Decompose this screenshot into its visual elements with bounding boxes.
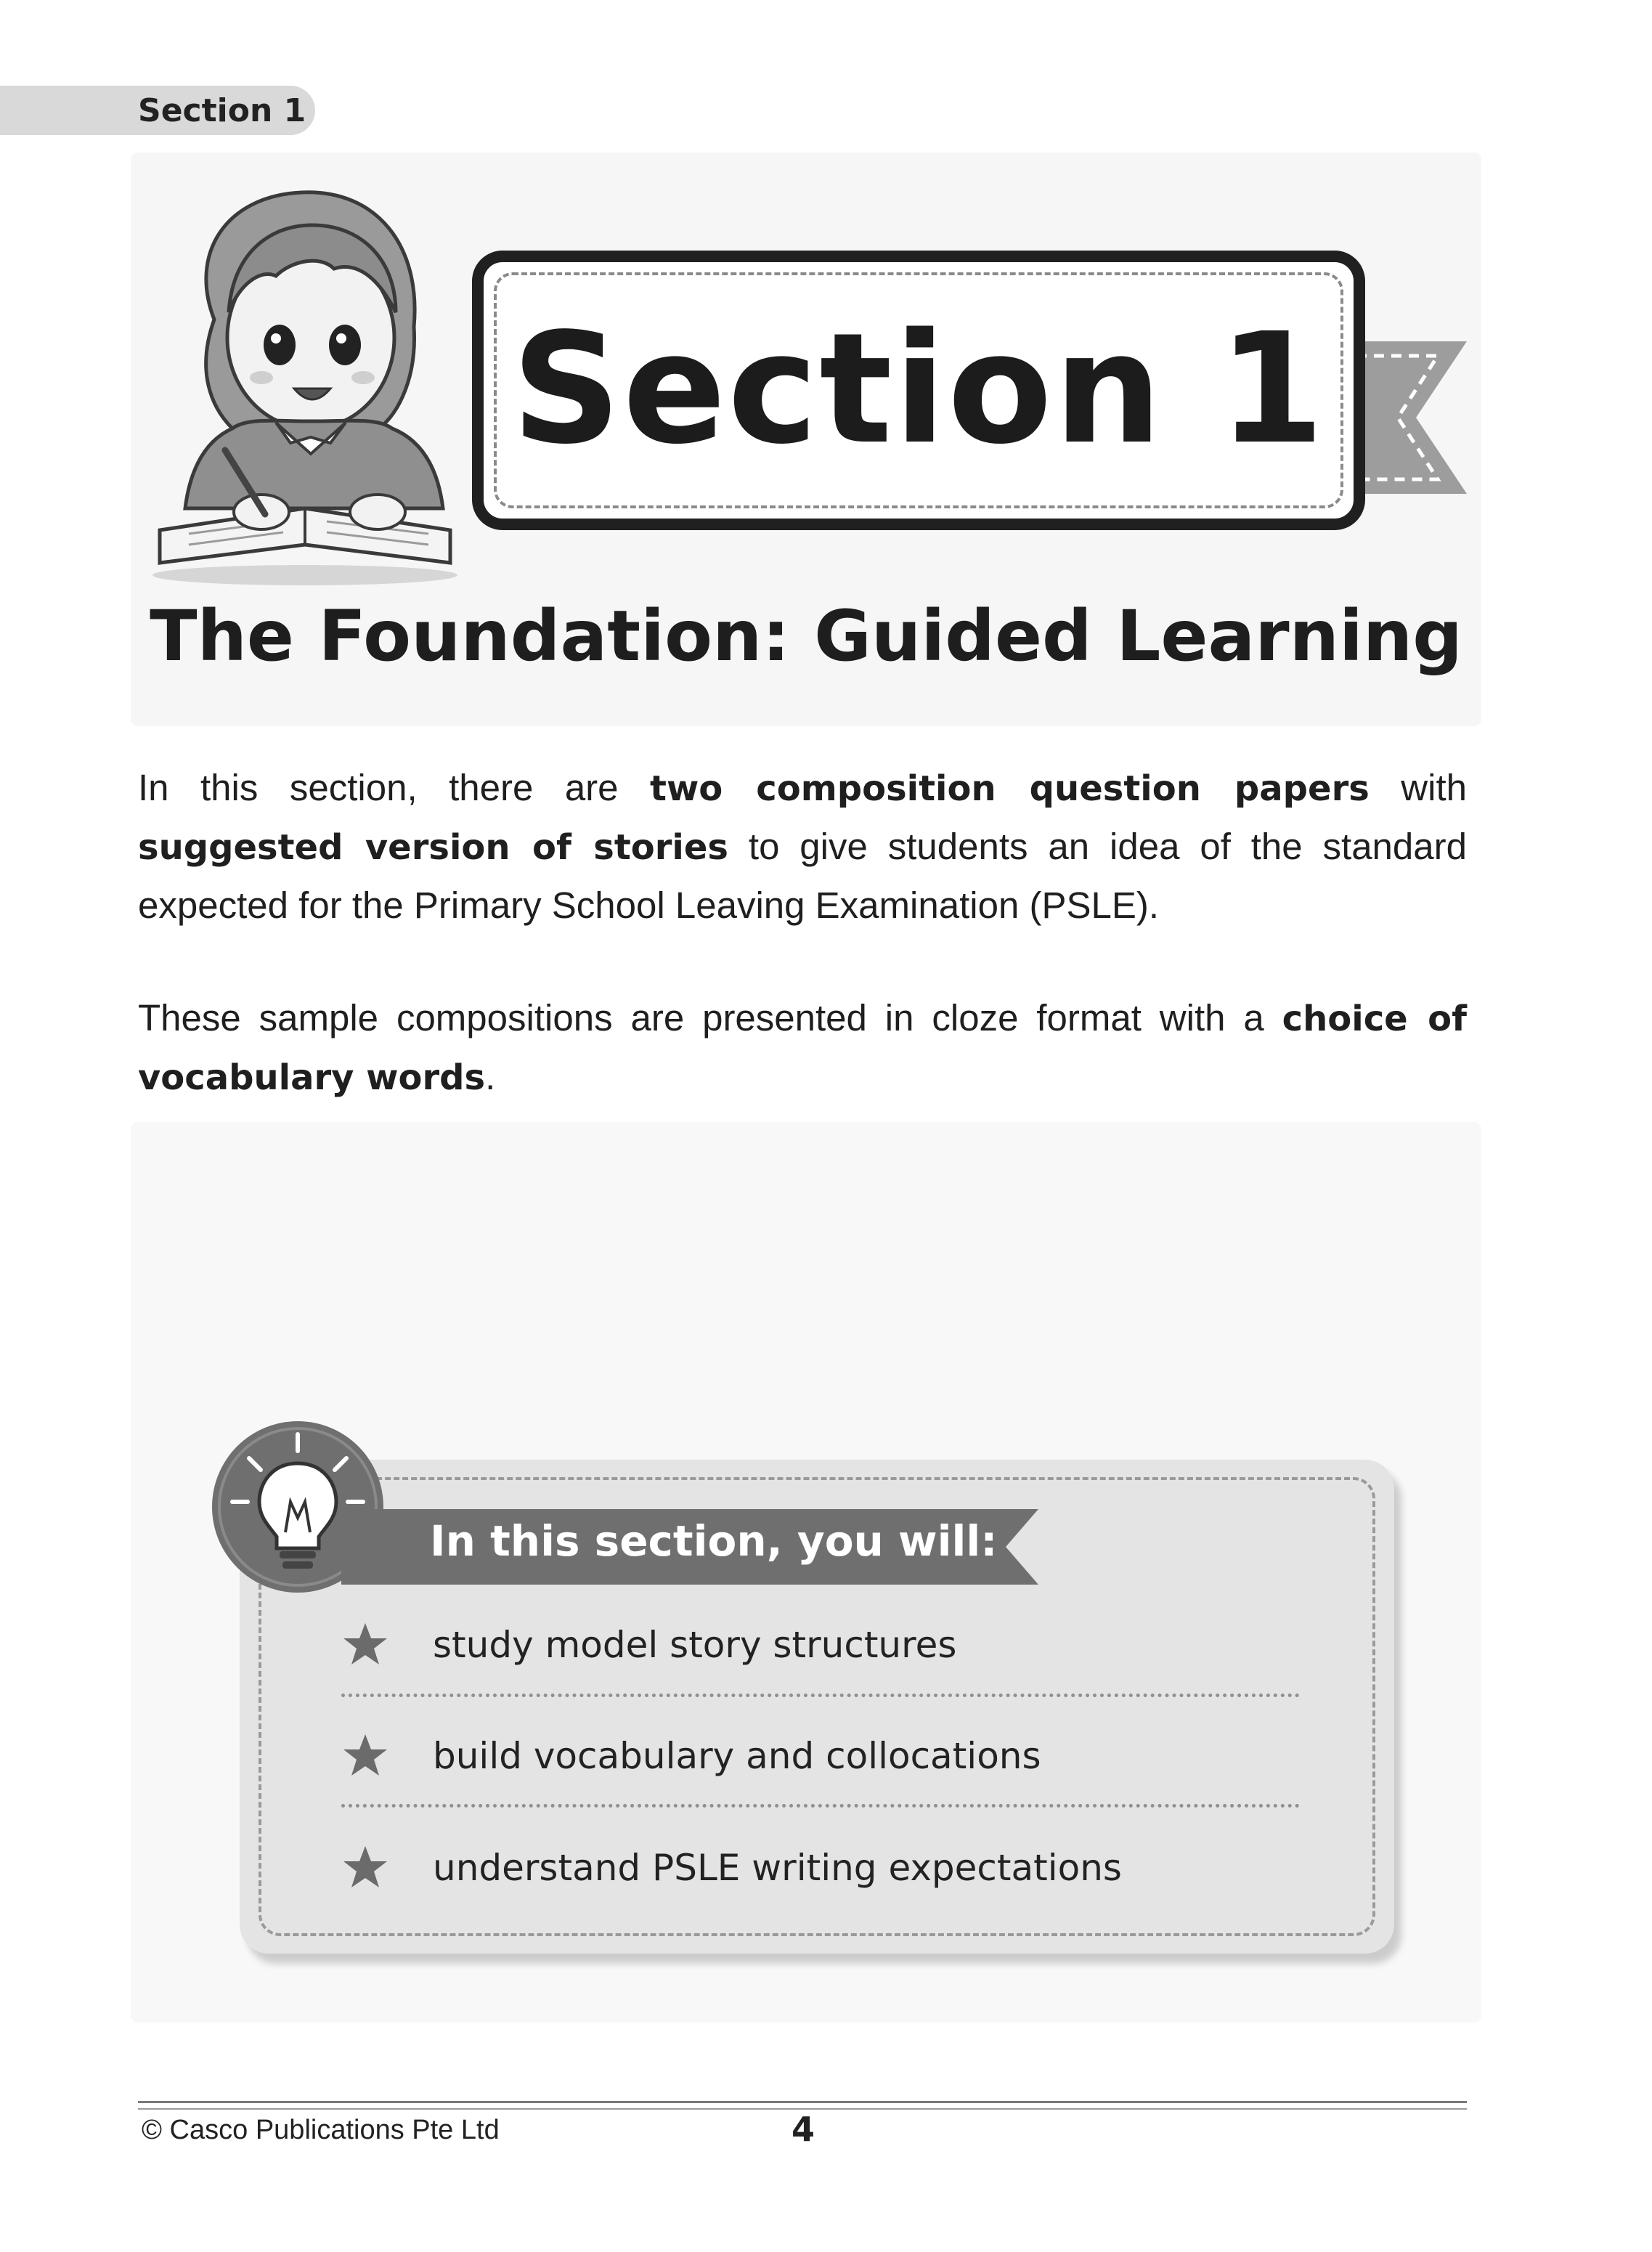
section-title: Section 1 [511,300,1326,478]
divider [341,1804,1300,1808]
star-icon [341,1621,389,1669]
intro-paragraph-1 [138,759,1467,934]
section-title-box [472,251,1365,530]
text-run: to give students an idea of the standard expected for the Primary School Leaving Examination (PSLE). [138,826,1468,926]
page-number: 4 [792,2110,815,2149]
list-item [341,1720,1307,1792]
footer-copyright: © Casco Publications Pte Ltd [142,2115,500,2145]
list-item-label: study model story structures [433,1624,957,1666]
intro-paragraph-2 [138,989,1467,1107]
text-run: These sample compositions are presented in cloze format with a [138,997,1282,1038]
star-icon [341,1732,389,1780]
bold-phrase: two composition question papers [650,768,1370,809]
text-run: with [1369,767,1467,808]
girl-writing-illustration [145,167,472,595]
text-run: . [485,1056,496,1097]
section-subtitle: The Foundation: Guided Learning [150,595,1462,677]
objectives-heading: In this section, you will: [430,1516,998,1566]
text-run: In this section, there are [138,767,651,808]
bold-phrase: choice of vocabulary words [138,999,1467,1098]
bold-phrase: suggested version of stories [138,827,729,868]
divider [341,1694,1300,1697]
section-tab [0,86,315,135]
footer-rule [138,2101,1467,2103]
list-item [341,1832,1307,1904]
section-tab-label: Section 1 [138,92,306,129]
list-item [341,1609,1307,1681]
star-icon [341,1844,389,1892]
list-item-label: understand PSLE writing expectations [433,1847,1122,1889]
list-item-label: build vocabulary and collocations [433,1735,1041,1777]
